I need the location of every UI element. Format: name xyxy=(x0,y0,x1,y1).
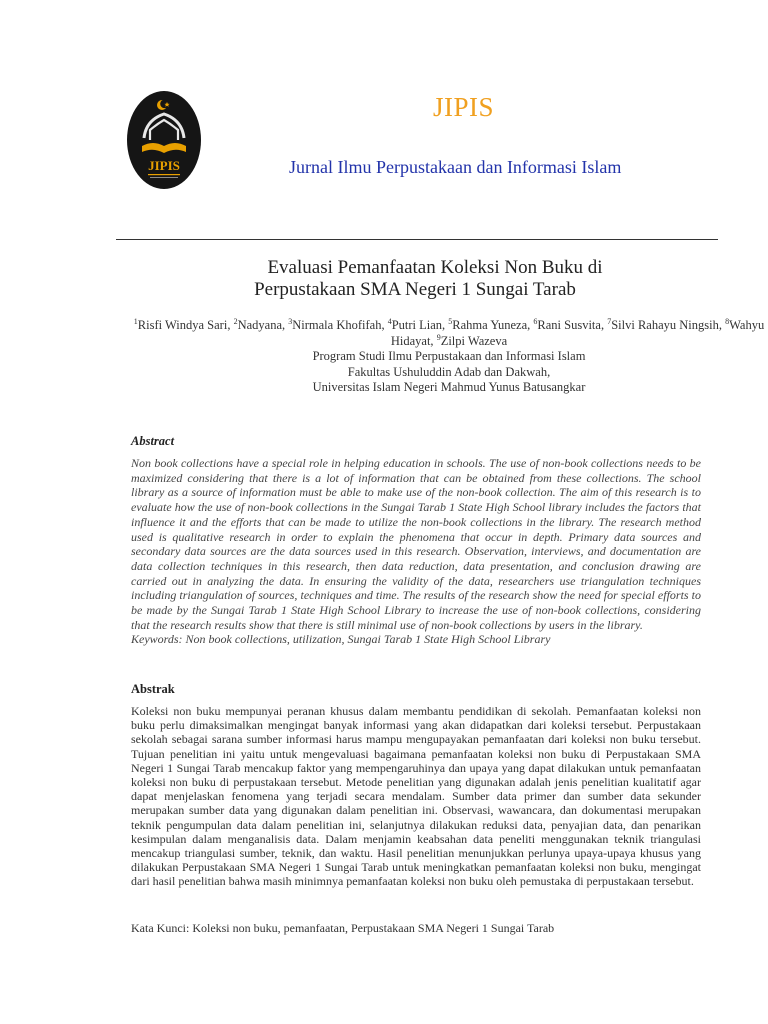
author-index: 3 xyxy=(288,316,293,326)
author-index: 1 xyxy=(133,316,138,326)
author-name: Nirmala Khofifah, xyxy=(292,318,388,332)
abstrak-section xyxy=(131,704,701,889)
abstract-heading: Abstract xyxy=(131,434,175,448)
author-name: Rahma Yuneza, xyxy=(452,318,534,332)
abstract-text: Non book collections have a special role in helping education in schools. The use of non-book collections needs to be maximized considering that there is a lot of information that can be obtained from these collections. The school library as a source of information must be able to make use of the non-book collection. The aim of this research is to evaluate how the use of non-book collections in the Sungai Tarab 1 State High School library includes the factors that influence it and the efforts that can be made to utilize the non-book collections in the library. The research method used is qualitative research in order to explain the phenomena that occur in depth. Primary data sources and secondary data sources are the data sources used in this research. Observation, interviews, and documentation are data collection techniques in this research, then data reduction, data presentation, and conclusion drawing are carried out in analyzing the data. In ensuring the validity of the data, researchers use triangulation techniques including triangulation of sources, techniques and time. The results of the research show the need for special efforts to be made by the Sungai Tarab 1 State High School Library to increase the use of non-book collections, considering that the research results show that there is still minimal use of non-book collections by users in the library. xyxy=(131,456,701,632)
author-name: Risfi Windya Sari, xyxy=(137,318,234,332)
header-divider xyxy=(116,239,718,240)
author-name: Nadyana, xyxy=(237,318,289,332)
affiliation-program: Program Studi Ilmu Perpustakaan dan Informasi Islam xyxy=(312,349,586,363)
affiliation-faculty: Fakultas Ushuluddin Adab dan Dakwah, xyxy=(347,364,551,379)
author-name: Putri Lian, xyxy=(391,318,449,332)
author-index: 5 xyxy=(448,316,453,326)
journal-name: Jurnal Ilmu Perpustakaan dan Informasi Islam xyxy=(289,157,622,177)
paper-title xyxy=(116,257,754,301)
jipis-logo xyxy=(126,90,202,190)
author-name: Zilpi Wazeva xyxy=(440,333,508,348)
logo-text: JIPIS xyxy=(148,158,180,173)
affiliation-university: Universitas Islam Negeri Mahmud Yunus Batusangkar xyxy=(312,380,586,394)
author-index: 8 xyxy=(725,316,730,326)
author-index: 9 xyxy=(436,332,441,342)
paper-title-line-2: Perpustakaan SMA Negeri 1 Sungai Tarab xyxy=(254,279,576,300)
author-name: Silvi Rahayu Ningsih, xyxy=(611,318,726,332)
journal-acronym: JIPIS xyxy=(433,92,495,122)
paper-title-line-1: Evaluasi Pemanfaatan Koleksi Non Buku di xyxy=(267,257,603,278)
author-index: 4 xyxy=(387,316,392,326)
logo-emblem-icon xyxy=(126,90,202,190)
author-index: 6 xyxy=(533,316,538,326)
author-list-line-1 xyxy=(116,318,768,349)
author-index: 7 xyxy=(607,316,612,326)
author-block xyxy=(116,318,768,396)
abstrak-text: Koleksi non buku mempunyai peranan khusus dalam membantu pendidikan di sekolah. Pemanfaatan koleksi non buku perlu dimaksimalkan mengingat banyak informasi yang akan didapatkan dari koleksi tersebut. Perpustakaan sekolah sebagai sarana sumber informasi harus mampu mengupayakan pemanfaatan dari koleksi non buku tersebut. Tujuan penelitian ini yaitu untuk mengevaluasi bagaimana pemanfaatan koleksi non buku di Perpustakaan SMA Negeri 1 Sungai Tarab mencakup faktor yang mempengaruhinya dan upaya yang dapat dilakukan untuk pemanfaatan koleksi non buku di perpustakaan tersebut. Metode penelitian yang digunakan adalah jenis penelitian kualitatif agar dapat menjelaskan fenomena yang terjadi secara mendalam. Sumber data primer dan sumber data sekunder merupakan sumber data yang digunakan dalam penelitian ini. Observasi, wawancara, dan dokumentasi merupakan teknik pengumpulan data dalam penelitian ini, selanjutnya dilakukan reduksi data, penyajian data, dan penarikan kesimpulan dalam menganalisis data. Dalam menjamin keabsahan data peneliti menggunakan teknik triangulasi mencakup triangulasi sumber, teknik, dan waktu. Hasil penelitian menunjukkan perlunya upaya-upaya khusus yang dilakukan Perpustakaan SMA Negeri 1 Sungai Tarab untuk meningkatkan pemanfaatan koleksi non buku, mengingat dari hasil penelitian bahwa masih minimnya pemanfaatan koleksi non buku oleh pemustaka di perpustakaan tersebut. xyxy=(131,704,701,889)
author-name: Wahyu Hidayat, xyxy=(390,318,765,348)
author-name: Rani Susvita, xyxy=(537,318,608,332)
abstrak-keywords: Kata Kunci: Koleksi non buku, pemanfaatan, Perpustakaan SMA Negeri 1 Sungai Tarab xyxy=(131,921,555,935)
author-index: 2 xyxy=(233,316,238,326)
abstract-keywords: Keywords: Non book collections, utilization, Sungai Tarab 1 State High School Library xyxy=(131,632,551,647)
abstract-section xyxy=(131,456,701,647)
abstrak-heading: Abstrak xyxy=(131,682,175,696)
